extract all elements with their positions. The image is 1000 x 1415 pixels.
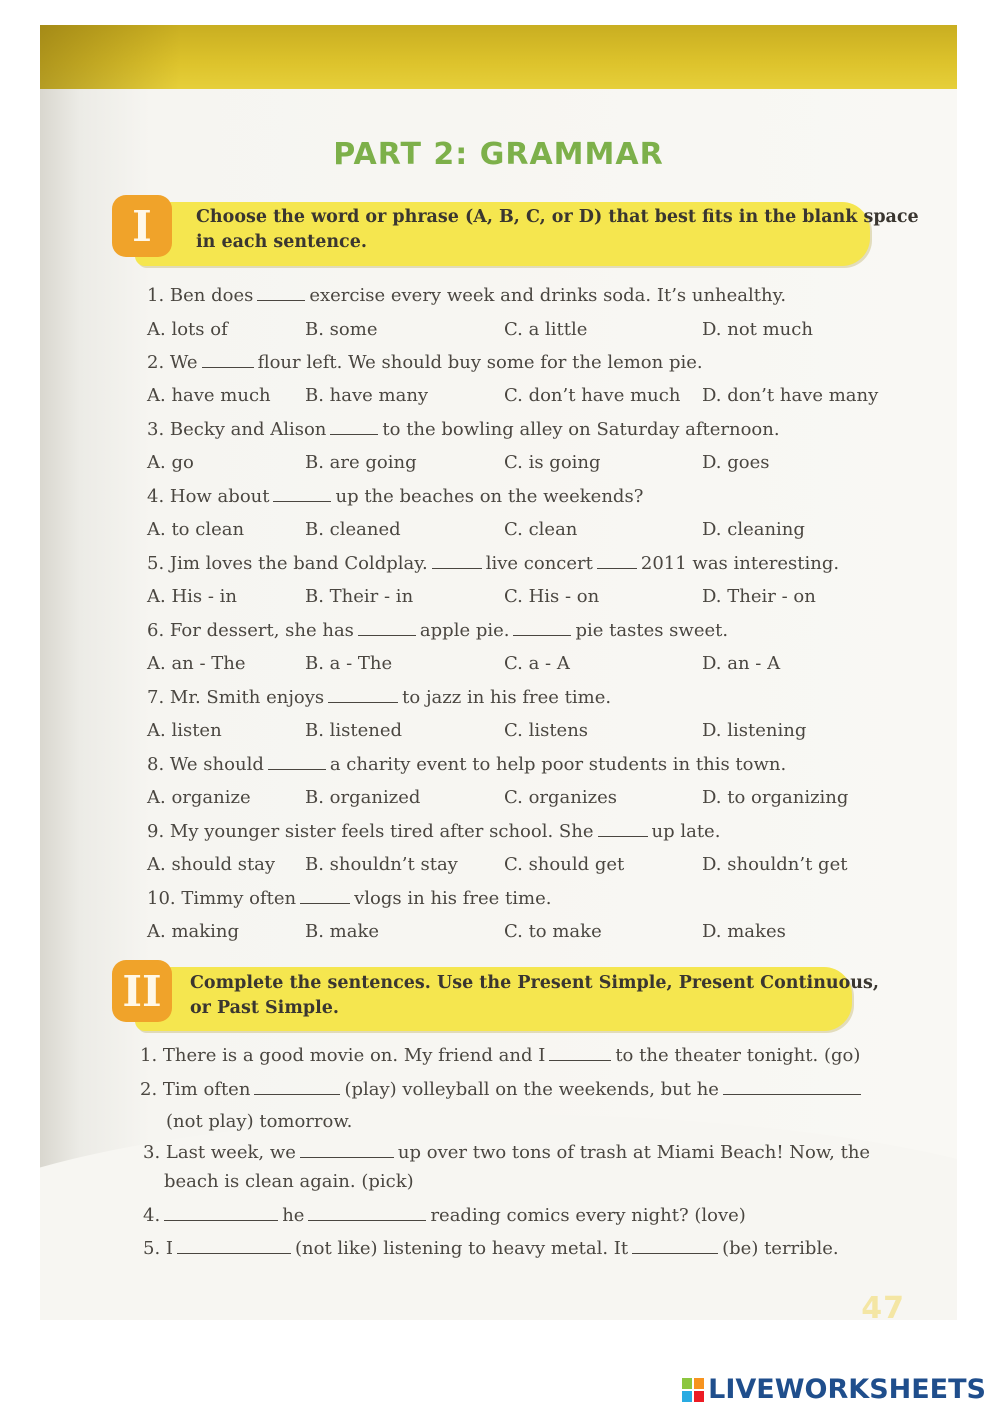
option-d[interactable]: D. don’t have many xyxy=(702,385,879,406)
answer-blank[interactable] xyxy=(254,1093,340,1095)
option-d[interactable]: D. goes xyxy=(702,452,770,473)
option-a[interactable]: A. have much xyxy=(147,385,271,406)
question-3: 3. Becky and Alison to the bowling alley on Saturday afternoon. xyxy=(147,419,780,440)
option-c[interactable]: C. to make xyxy=(504,921,602,942)
question-7: 7. Mr. Smith enjoys to jazz in his free time. xyxy=(147,687,612,708)
answer-blank[interactable] xyxy=(330,433,378,435)
option-b[interactable]: B. listened xyxy=(305,720,403,741)
completion-3: 3. Last week, we up over two tons of trash at Miami Beach! Now, the xyxy=(143,1142,871,1163)
top-band-shadow xyxy=(40,25,180,89)
section-1-instruction-line-2: in each sentence. xyxy=(196,232,367,252)
option-b[interactable]: B. organized xyxy=(305,787,421,808)
answer-blank[interactable] xyxy=(273,500,331,502)
answer-blank[interactable] xyxy=(723,1093,861,1095)
section-2-badge: II xyxy=(112,960,172,1022)
section-2-instruction xyxy=(190,971,879,1021)
answer-blank[interactable] xyxy=(300,902,350,904)
option-c[interactable]: C. listens xyxy=(504,720,589,741)
completion-4: 4. he reading comics every night? (love) xyxy=(143,1205,746,1226)
section-1-badge: I xyxy=(112,195,172,257)
answer-blank[interactable] xyxy=(164,1219,278,1221)
option-c[interactable]: C. a little xyxy=(504,319,588,340)
option-a[interactable]: A. making xyxy=(147,921,240,942)
option-c[interactable]: C. is going xyxy=(504,452,601,473)
completion-2-continued: (not play) tomorrow. xyxy=(166,1111,353,1132)
answer-blank[interactable] xyxy=(513,634,571,636)
option-b[interactable]: B. some xyxy=(305,319,378,340)
answer-blank[interactable] xyxy=(597,567,637,569)
option-d[interactable]: D. listening xyxy=(702,720,807,741)
option-a[interactable]: A. organize xyxy=(147,787,251,808)
option-c[interactable]: C. don’t have much xyxy=(504,385,681,406)
answer-blank[interactable] xyxy=(308,1219,426,1221)
option-a[interactable]: A. listen xyxy=(147,720,222,741)
option-d[interactable]: D. not much xyxy=(702,319,813,340)
option-c[interactable]: C. His - on xyxy=(504,586,600,607)
completion-1: 1. There is a good movie on. My friend and I to the theater tonight. (go) xyxy=(140,1045,861,1066)
completion-3-continued: beach is clean again. (pick) xyxy=(164,1171,414,1192)
option-b[interactable]: B. shouldn’t stay xyxy=(305,854,458,875)
option-b[interactable]: B. make xyxy=(305,921,380,942)
option-a[interactable]: A. to clean xyxy=(147,519,245,540)
worksheet-page xyxy=(40,25,957,1320)
option-c[interactable]: C. clean xyxy=(504,519,578,540)
question-8: 8. We should a charity event to help poor students in this town. xyxy=(147,754,787,775)
answer-blank[interactable] xyxy=(202,366,254,368)
section-1-instruction-line-1: Choose the word or phrase (A, B, C, or D) that best fits in the blank space xyxy=(196,207,919,227)
question-2: 2. We flour left. We should buy some for the lemon pie. xyxy=(147,352,703,373)
answer-blank[interactable] xyxy=(549,1059,611,1061)
answer-blank[interactable] xyxy=(632,1252,718,1254)
answer-blank[interactable] xyxy=(328,701,398,703)
option-a[interactable]: A. should stay xyxy=(147,854,276,875)
page-number: 47 xyxy=(861,1291,905,1320)
section-1-instruction xyxy=(196,205,919,255)
answer-blank[interactable] xyxy=(257,299,305,301)
option-c[interactable]: C. should get xyxy=(504,854,625,875)
option-b[interactable]: B. cleaned xyxy=(305,519,401,540)
option-a[interactable]: A. His - in xyxy=(147,586,238,607)
answer-blank[interactable] xyxy=(358,634,416,636)
option-d[interactable]: D. shouldn’t get xyxy=(702,854,848,875)
question-10: 10. Timmy often vlogs in his free time. xyxy=(147,888,552,909)
option-b[interactable]: B. are going xyxy=(305,452,417,473)
option-a[interactable]: A. go xyxy=(147,452,194,473)
option-a[interactable]: A. an - The xyxy=(147,653,246,674)
option-d[interactable]: D. cleaning xyxy=(702,519,805,540)
option-c[interactable]: C. organizes xyxy=(504,787,617,808)
option-d[interactable]: D. to organizing xyxy=(702,787,849,808)
answer-blank[interactable] xyxy=(177,1252,291,1254)
option-c[interactable]: C. a - A xyxy=(504,653,570,674)
question-5: 5. Jim loves the band Coldplay. live concert 2011 was interesting. xyxy=(147,553,840,574)
answer-blank[interactable] xyxy=(598,835,648,837)
question-4: 4. How about up the beaches on the weekends? xyxy=(147,486,644,507)
completion-2: 2. Tim often (play) volleyball on the weekends, but he xyxy=(140,1079,865,1100)
completion-5: 5. I (not like) listening to heavy metal. It (be) terrible. xyxy=(143,1238,839,1259)
page-title: PART 2: GRAMMAR xyxy=(333,137,664,172)
logo-grid-icon xyxy=(682,1378,704,1402)
option-a[interactable]: A. lots of xyxy=(147,319,228,340)
section-2-instruction-line-2: or Past Simple. xyxy=(190,998,339,1018)
option-d[interactable]: D. an - A xyxy=(702,653,781,674)
section-2-instruction-line-1: Complete the sentences. Use the Present Simple, Present Continuous, xyxy=(190,973,879,993)
question-9: 9. My younger sister feels tired after school. She up late. xyxy=(147,821,721,842)
option-b[interactable]: B. have many xyxy=(305,385,429,406)
answer-blank[interactable] xyxy=(268,768,326,770)
logo-text: LIVEWORKSHEETS xyxy=(708,1374,986,1405)
liveworksheets-logo xyxy=(682,1374,986,1405)
question-6: 6. For dessert, she has apple pie. pie tastes sweet. xyxy=(147,620,729,641)
option-d[interactable]: D. Their - on xyxy=(702,586,816,607)
option-d[interactable]: D. makes xyxy=(702,921,786,942)
option-b[interactable]: B. Their - in xyxy=(305,586,414,607)
answer-blank[interactable] xyxy=(432,567,482,569)
option-b[interactable]: B. a - The xyxy=(305,653,393,674)
answer-blank[interactable] xyxy=(300,1156,394,1158)
question-1: 1. Ben does exercise every week and drinks soda. It’s unhealthy. xyxy=(147,285,787,306)
